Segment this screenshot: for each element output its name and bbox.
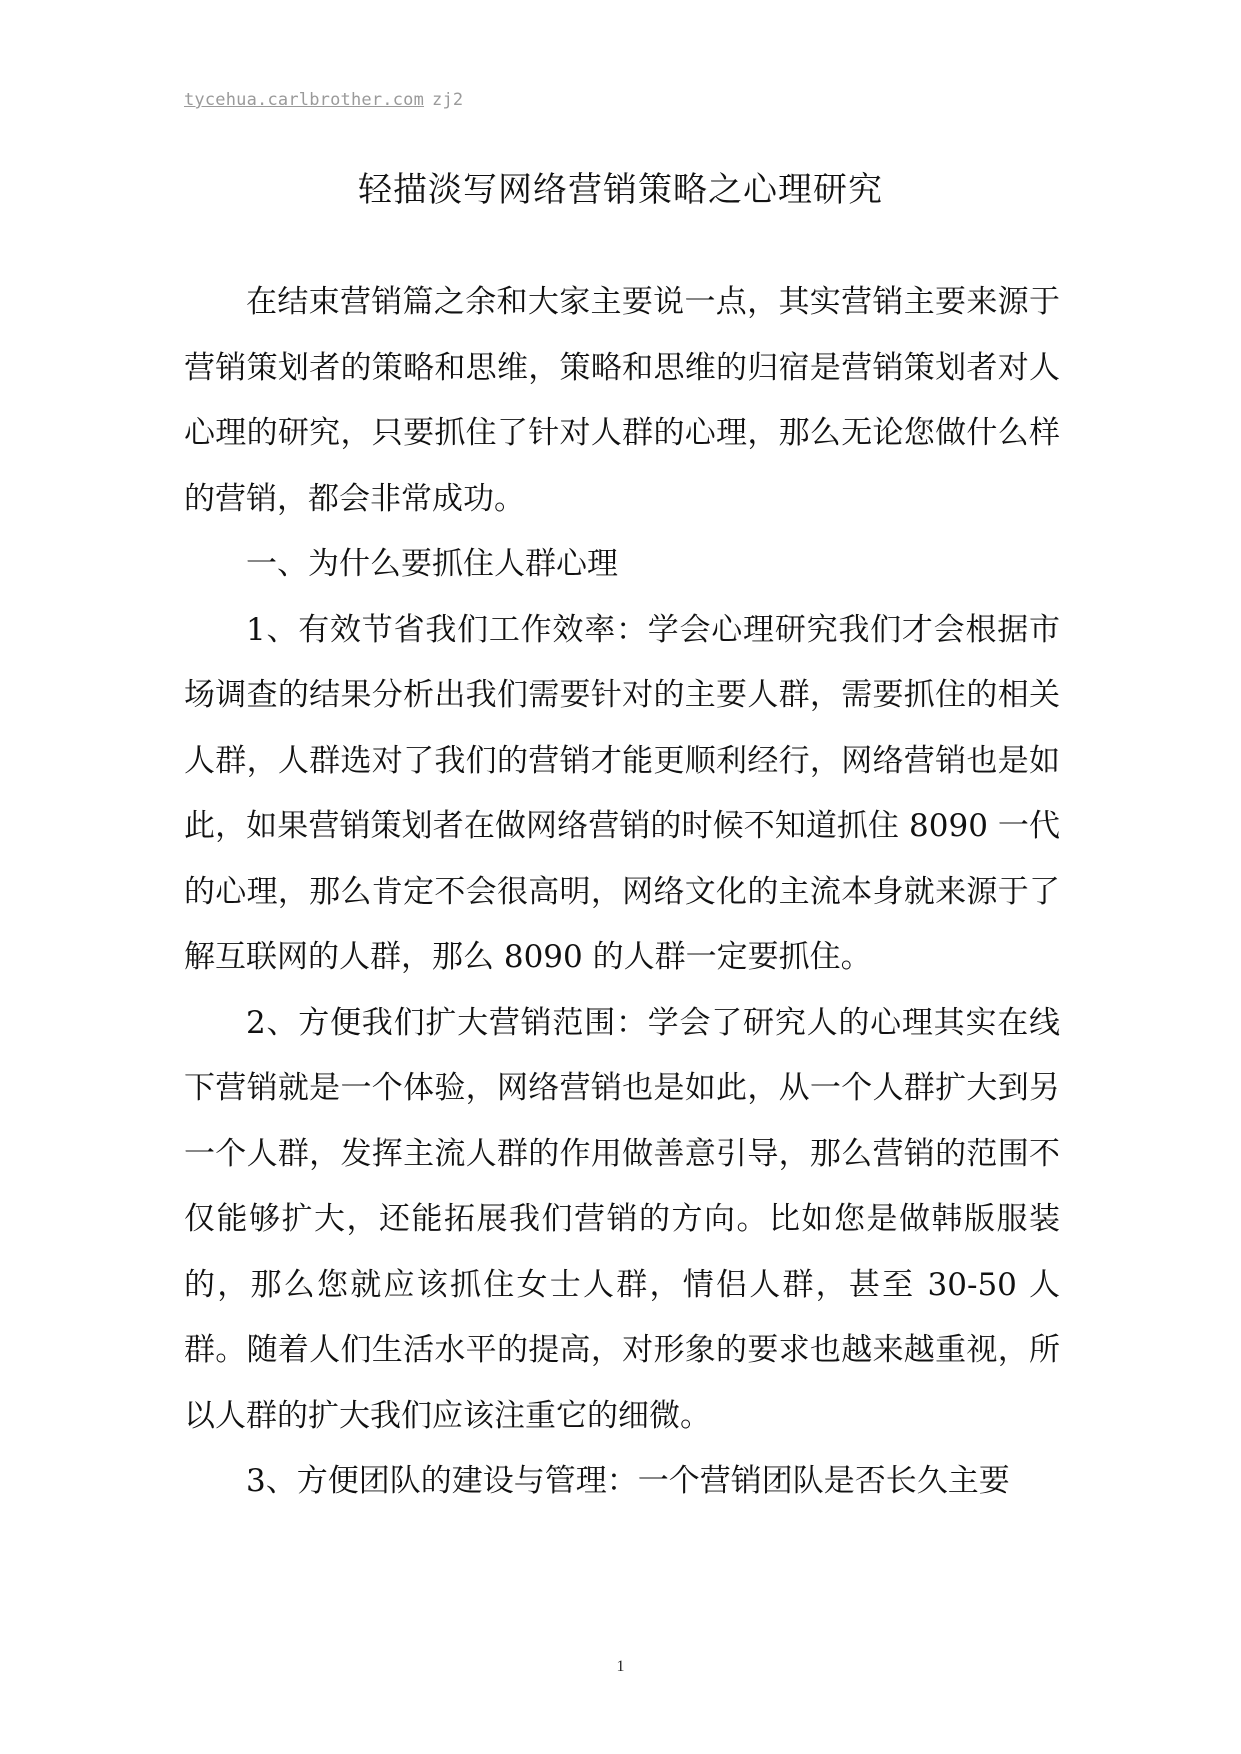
section-heading: 一、为什么要抓住人群心理: [246, 546, 618, 582]
header-suffix: zj2: [432, 90, 464, 110]
page-number: 1: [616, 1658, 625, 1675]
paragraph-point-1: 1、有效节省我们工作效率：学会心理研究我们才会根据市场调查的结果分析出我们需要针对的主要人群，需要抓住的相关人群，人群选对了我们的营销才能更顺利经行，网络营销也是如此，如果营销策划者在做网络营销的时候不知道抓住 8090 一代的心理，那么肯定不会很高明，网络文化的主流本身就来源于了解互联网的人群，那么 8090 的人群一定要抓住。: [184, 611, 1060, 975]
paragraph-intro: 在结束营销篇之余和大家主要说一点，其实营销主要来源于营销策划者的策略和思维，策略和思维的归宿是营销策划者对人心理的研究，只要抓住了针对人群的心理，那么无论您做什么样的营销，都会非常成功。: [184, 284, 1060, 517]
header-source: [184, 90, 463, 110]
paragraph-point-2: 2、方便我们扩大营销范围：学会了研究人的心理其实在线下营销就是一个体验，网络营销也是如此，从一个人群扩大到另一个人群，发挥主流人群的作用做善意引导，那么营销的范围不仅能够扩大，还能拓展我们营销的方向。比如您是做韩版服装的，那么您就应该抓住女士人群，情侣人群，甚至 30-50 人群。随着人们生活水平的提高，对形象的要求也越来越重视，所以人群的扩大我们应该注重它的细微。: [184, 1004, 1060, 1434]
paragraph-point-3: 3、方便团队的建设与管理：一个营销团队是否长久主要: [246, 1463, 1010, 1499]
document-body: [184, 270, 1060, 1515]
header-link[interactable]: tycehua.carlbrother.com: [184, 90, 425, 110]
document-title: 轻描淡写网络营销策略之心理研究: [358, 170, 883, 210]
